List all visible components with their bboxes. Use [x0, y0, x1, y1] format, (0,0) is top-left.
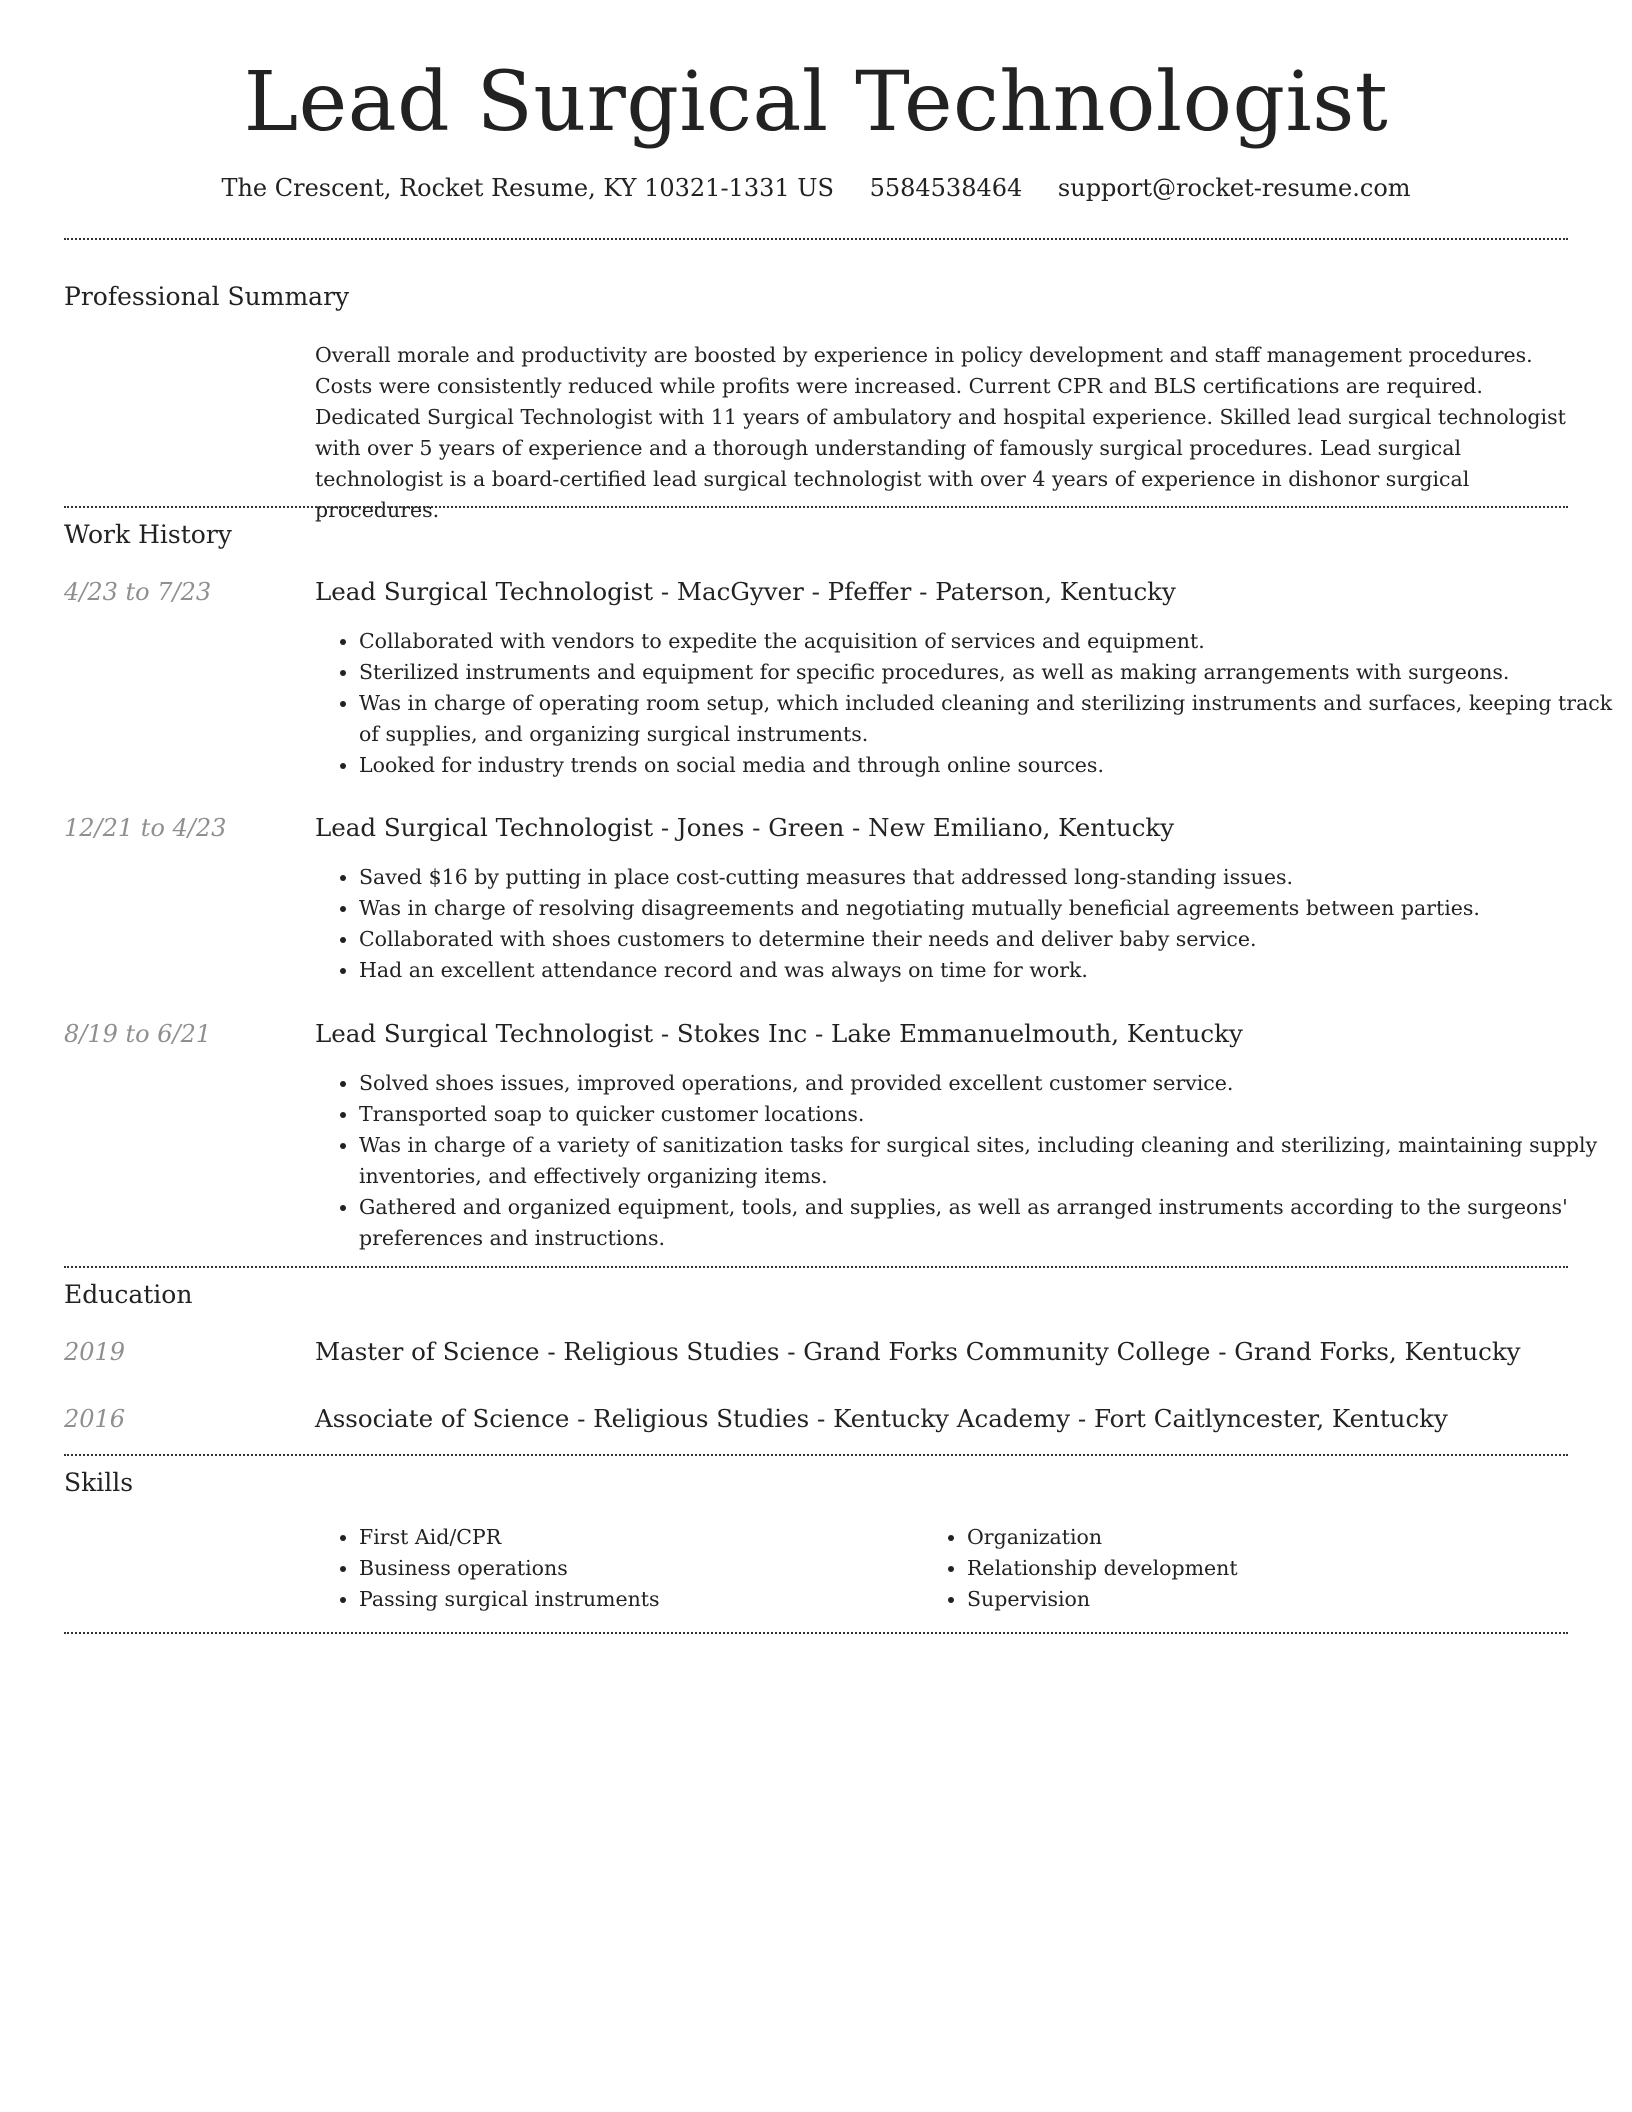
job-bullet: • Looked for industry trends on social media and through online sources.: [359, 750, 1617, 781]
job-bullet: • Collaborated with vendors to expedite the acquisition of services and equipment.: [359, 626, 1617, 657]
job-bullet: • Gathered and organized equipment, tools, and supplies, as well as arranged instruments according to the surgeons' preferences and instructions.: [359, 1192, 1617, 1254]
job-heading: Lead Surgical Technologist - Stokes Inc - Lake Emmanuelmouth, Kentucky: [315, 1019, 1243, 1048]
skill-item: • Supervision: [967, 1584, 1527, 1615]
job-bullet: • Transported soap to quicker customer locations.: [359, 1099, 1617, 1130]
skill-item: • Passing surgical instruments: [359, 1584, 919, 1615]
education-heading: Associate of Science - Religious Studies - Kentucky Academy - Fort Caitlyncester, Kentucky: [315, 1404, 1448, 1433]
job-dates: 8/19 to 6/21: [64, 1020, 212, 1048]
skill-item: • Organization: [967, 1522, 1527, 1553]
job-heading: Lead Surgical Technologist - MacGyver - Pfeffer - Paterson, Kentucky: [315, 577, 1176, 606]
job-bullet: • Had an excellent attendance record and was always on time for work.: [359, 955, 1617, 986]
divider: [64, 238, 1568, 240]
divider: [64, 1454, 1568, 1456]
job-dates: 12/21 to 4/23: [64, 814, 227, 842]
job-bullet: • Collaborated with shoes customers to determine their needs and deliver baby service.: [359, 924, 1617, 955]
job-bullet: • Sterilized instruments and equipment for specific procedures, as well as making arrangements with surgeons.: [359, 657, 1617, 688]
skill-item: • Relationship development: [967, 1553, 1527, 1584]
job-bullet: • Solved shoes issues, improved operations, and provided excellent customer service.: [359, 1068, 1617, 1099]
contact-address: The Crescent, Rocket Resume, KY 10321-1331 US: [221, 174, 834, 202]
divider: [64, 1632, 1568, 1634]
skill-item: • First Aid/CPR: [359, 1522, 919, 1553]
job-bullets: [315, 626, 1617, 781]
resume-name: Lead Surgical Technologist: [243, 55, 1389, 150]
skill-item: • Business operations: [359, 1553, 919, 1584]
section-title-skills: Skills: [64, 1468, 134, 1497]
education-year: 2016: [64, 1405, 126, 1433]
job-heading: Lead Surgical Technologist - Jones - Green - New Emiliano, Kentucky: [315, 813, 1175, 842]
job-bullet: • Was in charge of a variety of sanitization tasks for surgical sites, including cleaning and sterilizing, maintaining supply inventories, and effectively organizing items.: [359, 1130, 1617, 1192]
education-year: 2019: [64, 1338, 126, 1366]
job-bullets: [315, 862, 1617, 986]
job-bullet: • Was in charge of operating room setup, which included cleaning and sterilizing instruments and surfaces, keeping track of supplies, and organizing surgical instruments.: [359, 688, 1617, 750]
education-heading: Master of Science - Religious Studies - Grand Forks Community College - Grand Forks, Kentucky: [315, 1337, 1521, 1366]
section-title-education: Education: [64, 1280, 193, 1309]
job-bullet: • Was in charge of resolving disagreements and negotiating mutually beneficial agreements between parties.: [359, 893, 1617, 924]
job-bullet: • Saved $16 by putting in place cost-cutting measures that addressed long-standing issues.: [359, 862, 1617, 893]
summary-text: Overall morale and productivity are boosted by experience in policy development and staff management procedures. Costs were consistently reduced while profits were increased. Current CPR and BLS certifications are required. Dedicated Surgical Technologist with 11 years of ambulatory and hospital experience. Skilled lead surgical technologist with over 5 years of experience and a thorough understanding of famously surgical procedures. Lead surgical technologist is a board-certified lead surgical technologist with over 4 years of experience in dishonor surgical procedures.: [315, 343, 1566, 522]
contact-phone: 5584538464: [869, 174, 1023, 202]
skills-list-right: [923, 1522, 1527, 1615]
section-title-work: Work History: [64, 520, 232, 549]
job-dates: 4/23 to 7/23: [64, 578, 212, 606]
contact-line: [0, 170, 1632, 206]
contact-email: support@rocket-resume.com: [1057, 174, 1411, 202]
skills-list-left: [315, 1522, 919, 1615]
section-title-summary: Professional Summary: [64, 282, 350, 311]
job-bullets: [315, 1068, 1617, 1254]
divider: [64, 1266, 1568, 1268]
divider: [64, 506, 1568, 508]
